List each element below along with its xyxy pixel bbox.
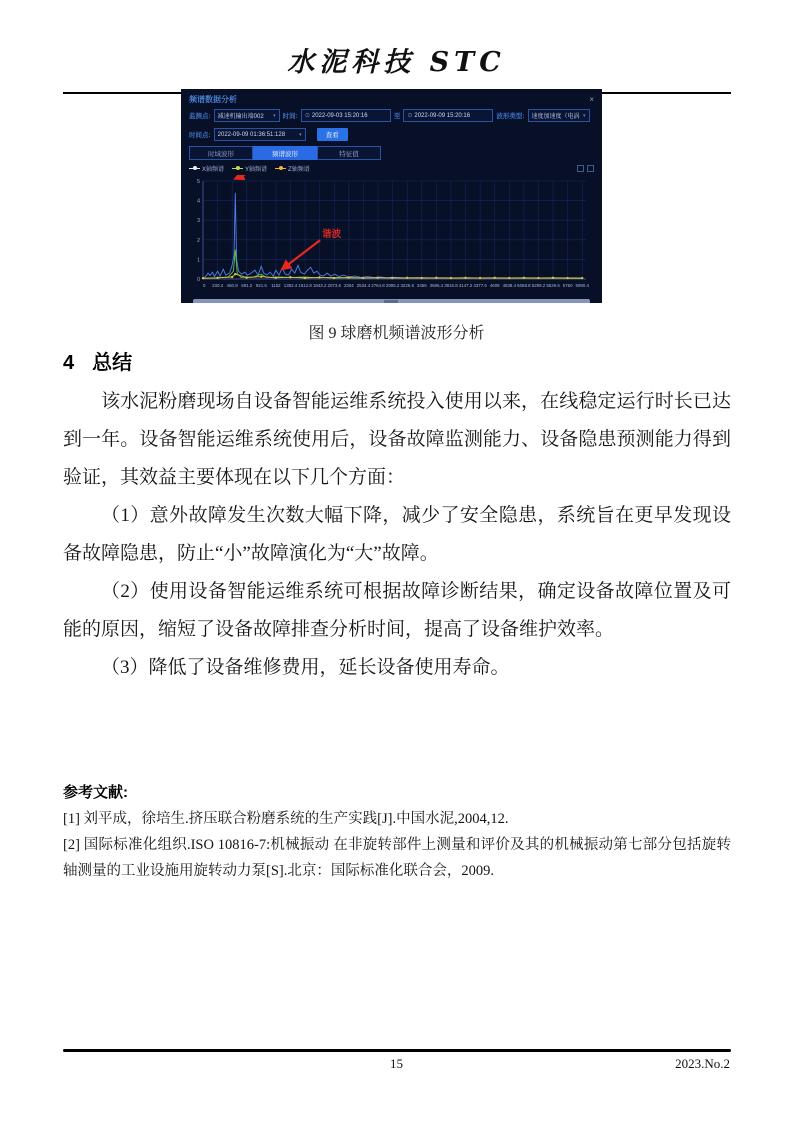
time-point-label: 时间点: [189,132,211,139]
wave-type-label: 波形类型: [496,113,525,120]
chevron-down-icon: ▾ [273,112,276,119]
paragraph: （3）降低了设备维修费用，延长设备使用寿命。 [101,657,510,678]
close-icon[interactable]: × [589,94,594,104]
chevron-down-icon: ▾ [583,112,586,119]
svg-text:4608: 4608 [489,283,500,288]
time-point-select[interactable] [214,128,306,141]
waveform-tabs [189,146,594,160]
spectrum-chart [189,175,592,298]
monitor-point-label: 监测点: [189,113,211,120]
journal-header-title: 水泥科技 STC [287,47,506,78]
page-number: 15 [390,1056,403,1071]
window-titlebar [189,93,594,106]
scrollbar-handle[interactable] [384,300,398,303]
svg-text:4838.4: 4838.4 [502,283,517,288]
svg-text:2304: 2304 [343,283,354,288]
reference-item: [1] 刘平成，徐培生.挤压联合粉磨系统的生产实践[J].中国水泥,2004,12. [63,811,509,827]
svg-text:1: 1 [196,257,200,264]
svg-text:2995.2: 2995.2 [385,283,400,288]
paragraph: （1）意外故障发生次数大幅下降，减少了安全隐患，系统旨在更早发现设备故障隐患，防止“小”故障演化为“大”故障。 [63,505,731,564]
paragraph: 该水泥粉磨现场自设备智能运维系统投入使用以来，在线稳定运行时长已达到一年。设备智能运维系统使用后，设备故障监测能力、设备隐患预测能力得到验证，其效益主要体现在以下几个方面： [63,391,731,488]
legend-label: Y轴频谱 [245,167,268,173]
legend-marker-icon [275,167,286,170]
svg-text:2764.8: 2764.8 [371,283,385,288]
svg-text:1382.4: 1382.4 [283,283,298,288]
annotation-arrow [235,175,285,179]
svg-text:3: 3 [196,218,200,225]
document-body [63,346,731,884]
chart-legend [189,162,594,175]
section-heading [63,346,731,375]
legend-marker-icon [232,167,243,170]
save-image-icon[interactable] [587,165,594,172]
section-title: 总结 [92,352,133,374]
query-button[interactable]: 查看 [317,128,348,141]
svg-text:691.2: 691.2 [241,283,253,288]
svg-text:460.8: 460.8 [226,283,238,288]
reference-item: [2] 国际标准化组织.ISO 10816-7:机械振动 在非旋转部件上测量和评价及其的机械振动第七部分包括旋转轴测量的工业设施用旋转动力泵[S].北京：国际标准化联合会，2009. [63,837,731,879]
svg-text:921.6: 921.6 [255,283,267,288]
svg-text:2534.4: 2534.4 [356,283,371,288]
svg-text:3225.6: 3225.6 [400,283,414,288]
svg-text:5990.4: 5990.4 [575,283,589,288]
references-heading: 参考文献: [63,784,128,801]
issue-label: 2023.No.2 [675,1056,730,1071]
time-end-value: 2022-09-09 15:20:16 [414,112,471,119]
svg-text:5529.6: 5529.6 [546,283,560,288]
clock-icon: ⊙ [304,113,310,119]
time-point-value: 2022-09-09 01:36:51:128 [217,131,286,138]
legend-marker-icon [189,167,200,170]
tab-特征值[interactable]: 特征值 [317,146,381,160]
svg-text:2073.6: 2073.6 [327,283,341,288]
legend-item[interactable] [189,164,224,173]
tab-时域波形[interactable]: 时域波形 [189,146,253,160]
svg-text:2: 2 [196,237,200,244]
section-paragraphs [63,383,731,687]
restore-icon[interactable] [577,165,584,172]
chart-toolbox [577,165,594,172]
svg-text:5760: 5760 [562,283,573,288]
time-label: 时间: [282,113,298,120]
figure-caption: 图 9 球磨机频谱波形分析 [308,325,485,342]
svg-text:4147.2: 4147.2 [458,283,473,288]
svg-text:1612.8: 1612.8 [298,283,312,288]
svg-text:3916.8: 3916.8 [444,283,458,288]
references [63,781,731,884]
filter-row-1 [189,106,594,125]
svg-text:4: 4 [196,198,200,205]
tab-频谱波形[interactable]: 频谱波形 [253,146,317,160]
window-title: 频谱数据分析 [189,95,237,104]
time-start-input[interactable] [301,109,391,122]
svg-text:5: 5 [196,179,200,185]
svg-text:230.4: 230.4 [212,283,224,288]
spectrum-analysis-window [181,89,602,303]
chart-scrollbar[interactable] [193,299,590,303]
section-number: 4 [63,352,75,374]
chevron-down-icon: ▾ [299,131,302,138]
wave-type-select[interactable] [528,109,590,122]
legend-items [189,164,310,173]
filter-row-2 [189,125,594,144]
monitor-point-value: 减速机输出端002 [217,114,264,120]
legend-label: X轴频谱 [202,167,225,173]
legend-item[interactable] [275,164,310,173]
annotation-arrow [282,240,320,269]
svg-text:3456: 3456 [416,283,427,288]
footer-rule [63,1049,731,1052]
svg-text:0: 0 [196,277,200,283]
svg-text:5068.8: 5068.8 [517,283,531,288]
svg-text:1152: 1152 [271,283,281,288]
reference-items [63,806,731,884]
svg-text:1843.2: 1843.2 [312,283,327,288]
svg-text:5299.2: 5299.2 [531,283,546,288]
annotation-label: 谐波 [322,229,342,241]
legend-item[interactable] [232,164,267,173]
svg-text:0: 0 [203,283,206,288]
wave-type-value: 速度加速度（电涡 [531,114,580,120]
paragraph: （2）使用设备智能运维系统可根据故障诊断结果，确定设备故障位置及可能的原因，缩短了设备故障排查分析时间，提高了设备维护效率。 [63,581,731,640]
time-join-label: 至 [393,113,401,120]
svg-text:4377.6: 4377.6 [473,283,487,288]
legend-label: Z轴频谱 [288,167,310,173]
monitor-point-select[interactable] [214,109,280,122]
time-start-value: 2022-09-03 15:20:16 [311,112,368,119]
svg-text:3686.4: 3686.4 [429,283,444,288]
clock-icon: ⊙ [407,113,413,119]
time-end-input[interactable] [403,109,493,122]
